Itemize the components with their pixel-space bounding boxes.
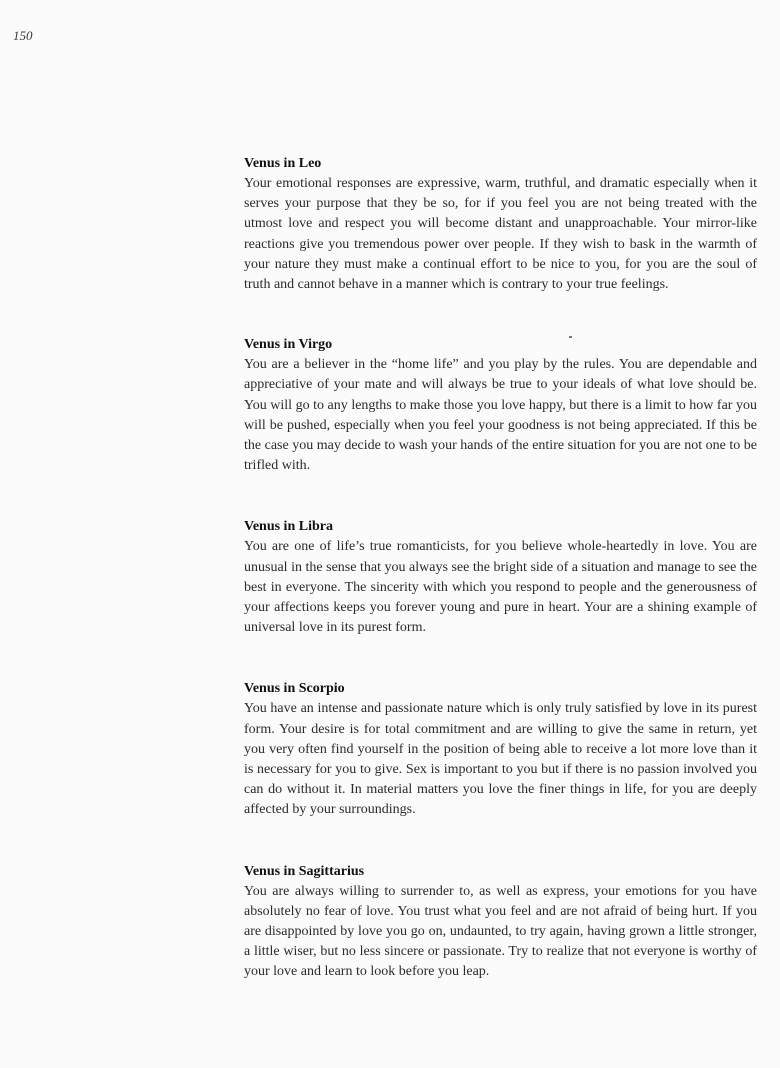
section-body: You are a believer in the “home life” and you play by the rules. You are dependable and appreciative of your mate and will always be true to your ideals of what love should be. You will go to any lengths to make those you love happy, but there is a limit to how far you will be pushed, especially when you feel your goodness is not being appreciated. If this be the case you may decide to wash your hands of the entire situation for you are not one to be trifled with.: [244, 357, 757, 474]
section-title: Venus in Scorpio: [244, 681, 345, 697]
section-body: You are always willing to surrender to, as well as express, your emotions for you have absolutely no fear of love. You trust what you feel and are not afraid of being hurt. If you are disappointed by love you go on, undaunted, to try again, having grown a little stronger, a little wiser, but no less sincere or passionate. Try to realize that not everyone is worthy of your love and learn to look before you leap.: [244, 883, 757, 980]
section-body: You are one of life’s true romanticists, for you believe whole-heartedly in love. You are unusual in the sense that you always see the bright side of a situation and manage to see the best in everyone. The sincerity with which you respond to people and the generousness of your affections keeps you forever young and pure in heart. Your are a shining example of universal love in its purest form.: [244, 539, 757, 636]
section-title: Venus in Libra: [244, 519, 333, 535]
section-venus-in-scorpio: [244, 679, 757, 820]
page-number: 150: [13, 28, 33, 43]
section-body: Your emotional responses are expressive, warm, truthful, and dramatic especially when it serves your purpose that they be so, for if you feel you are not being treated with the utmost love and respect you will become distant and unapproachable. Your mirror-like reactions give you tremendous power over people. If they wish to bask in the warmth of your nature they must make a continual effort to be nice to you, for you are the soul of truth and cannot behave in a manner which is contrary to your true feelings.: [244, 176, 757, 293]
section-body: You have an intense and passionate nature which is only truly satisfied by love in its purest form. Your desire is for total commitment and are willing to give the same in return, yet you very often find yourself in the position of being able to receive a lot more love than it is necessary for you to give. Sex is important to you but if there is no passion involved you can do without it. In material matters you love the finer things in life, for you are deeply affected by your surroundings.: [244, 701, 757, 818]
section-venus-in-sagittarius: [244, 862, 757, 983]
section-venus-in-leo: [244, 154, 757, 295]
section-title: Venus in Virgo: [244, 337, 333, 353]
section-title: Venus in Leo: [244, 156, 322, 171]
section-venus-in-libra: [244, 517, 757, 638]
section-venus-in-virgo: [244, 335, 757, 476]
page-content: [244, 154, 757, 983]
section-title: Venus in Sagittarius: [244, 863, 365, 879]
